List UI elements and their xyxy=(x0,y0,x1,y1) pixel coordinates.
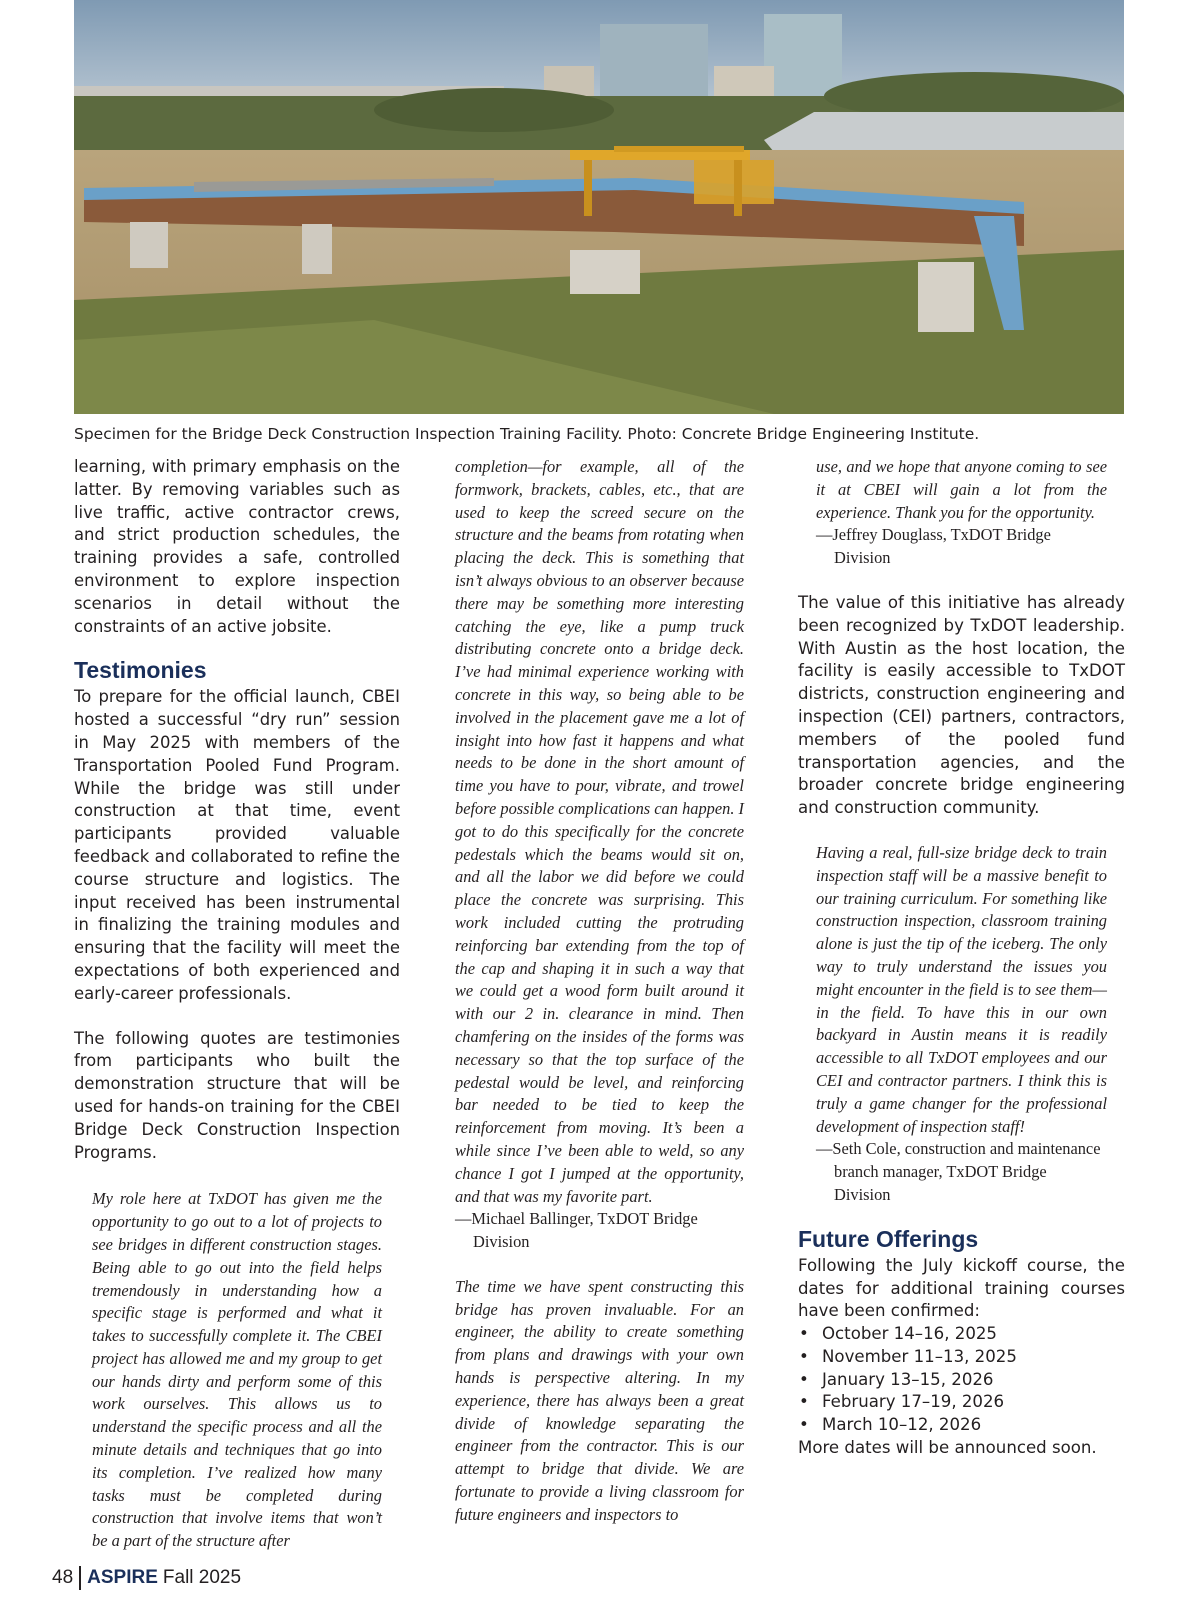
course-dates-list xyxy=(798,1323,1125,1437)
testimonies-heading: Testimonies xyxy=(74,657,207,684)
intro-paragraph: learning, with primary emphasis on the latter. By removing variables such as live traffic, active contractor crews, and strict production schedules, the training provides a safe, controlled environment to explore inspection scenarios in detail without the constraints of an active jobsite. xyxy=(74,457,400,636)
photo-caption: Specimen for the Bridge Deck Construction Inspection Training Facility. Photo: Concrete Bridge Engineering Institute. xyxy=(74,425,980,443)
list-item: • January 13–15, 2026 xyxy=(798,1369,1125,1392)
attribution-ballinger: —Michael Ballinger, TxDOT Bridge Division xyxy=(455,1209,698,1252)
quote-douglass-part2: use, and we hope that anyone coming to see it at CBEI will gain a lot from the experience. Thank you for the opportunity. xyxy=(816,457,1107,522)
column-3 xyxy=(798,456,1125,1460)
list-item: • October 14–16, 2025 xyxy=(798,1323,1125,1346)
page-number: 48 xyxy=(52,1567,74,1588)
bridge-photo xyxy=(74,0,1124,414)
attribution-cole: —Seth Cole, construction and maintenance branch manager, TxDOT Bridge Division xyxy=(816,1139,1101,1204)
issue-label: Fall 2025 xyxy=(162,1567,242,1588)
future-offerings-paragraph: Following the July kickoff course, the dates for additional training courses have been confirmed: xyxy=(798,1255,1125,1321)
attribution-douglass: —Jeffrey Douglass, TxDOT Bridge Division xyxy=(816,525,1051,568)
quote-douglass-part1: The time we have spent constructing this bridge has proven invaluable. For an engineer, the ability to create something from plans and drawings with your own hands is perspective altering. In my experience, there has always been a great divide of knowledge separating the engineer from the contractor. This is our attempt to bridge that divide. We are fortunate to provide a living classroom for future engineers and inspectors to xyxy=(455,1276,744,1524)
column-1 xyxy=(74,456,400,1553)
dry-run-paragraph: To prepare for the official launch, CBEI hosted a successful “dry run” session in May 2025 with members of the Transportation Pooled Fund Program. While the bridge was still under construction at that time, event participants provided valuable feedback and collaborated to refine the course structure and logistics. The input received has been instrumental in finalizing the training modules and ensuring that the facility will meet the expectations of both experienced and early-career professionals. xyxy=(74,687,400,1003)
quotes-intro-paragraph: The following quotes are testimonies from participants who built the demonstration structure that will be used for hands-on training for the CBEI Bridge Deck Construction Inspection Programs. xyxy=(74,1028,400,1162)
future-offerings-heading: Future Offerings xyxy=(798,1225,979,1252)
list-item: • November 11–13, 2025 xyxy=(798,1346,1125,1369)
column-2 xyxy=(455,456,744,1527)
list-item: • February 17–19, 2026 xyxy=(798,1391,1125,1414)
footer-divider xyxy=(79,1566,81,1590)
value-paragraph: The value of this initiative has already been recognized by TxDOT leadership. With Austin as the host location, the facility is easily accessible to TxDOT districts, construction engineering and inspection (CEI) partners, contractors, members of the pooled fund transportation agencies, and the broader concrete bridge engineering and construction community. xyxy=(798,592,1125,818)
magazine-brand: ASPIRE xyxy=(87,1567,158,1588)
page-footer xyxy=(52,1566,241,1590)
quote-ballinger-part2: completion—for example, all of the formwork, brackets, cables, etc., that are used to keep the screed secure on the structure and the beams from rotating when placing the deck. This is something that isn’t always obvious to an observer because there may be something more interesting catching the eye, like a pump truck distributing concrete onto a bridge deck. I’ve had minimal experience working with concrete in this way, so being able to be involved in the placement gave me a lot of insight into how fast it happens and what needs to be done in the short amount of time you have to pour, vibrate, and trowel before possible complications can happen. I got to do this specifically for the concrete pedestals which the beams would sit on, and all the labor we did before we could place the concrete was surprising. This work included cutting the protruding reinforcing bar extending from the top of the cap and shaping it in such a way that we could get a wood form built around it with our 2 in. clearance in mind. Then chamfering on the insides of the forms was necessary so that the top surface of the pedestal would be level, and reinforcing bar needed to be tied to keep the reinforcement from moving. It’s been a while since I’ve been able to weld, so any chance I got I jumped at the opportunity, and that was my favorite part. xyxy=(455,457,744,1206)
bridge-photo-illustration xyxy=(74,0,1124,414)
quote-cole: Having a real, full-size bridge deck to train inspection staff will be a massive benefit to our training curriculum. For something like construction inspection, classroom training alone is just the tip of the iceberg. The only way to truly understand the issues you might encounter in the field is to see them—in the field. To have this in our own backyard in Austin means it is readily accessible to all TxDOT employees and our CEI and contractor partners. I think this is truly a game changer for the professional development of inspection staff! xyxy=(816,842,1107,1136)
quote-ballinger-part1: My role here at TxDOT has given me the opportunity to go out to a lot of projects to see bridges in different construction stages. Being able to go out into the field helps tremendously in understanding how a specific stage is performed and what it takes to successfully complete it. The CBEI project has allowed me and my group to get our hands dirty and perform some of this work ourselves. This allows us to understand the specific process and all the minute details and techniques that go into its completion. I’ve realized how many tasks must be completed during construction that involve items that won’t be a part of the structure after xyxy=(92,1189,382,1551)
closing-line: More dates will be announced soon. xyxy=(798,1438,1097,1458)
list-item: • March 10–12, 2026 xyxy=(798,1414,1125,1437)
